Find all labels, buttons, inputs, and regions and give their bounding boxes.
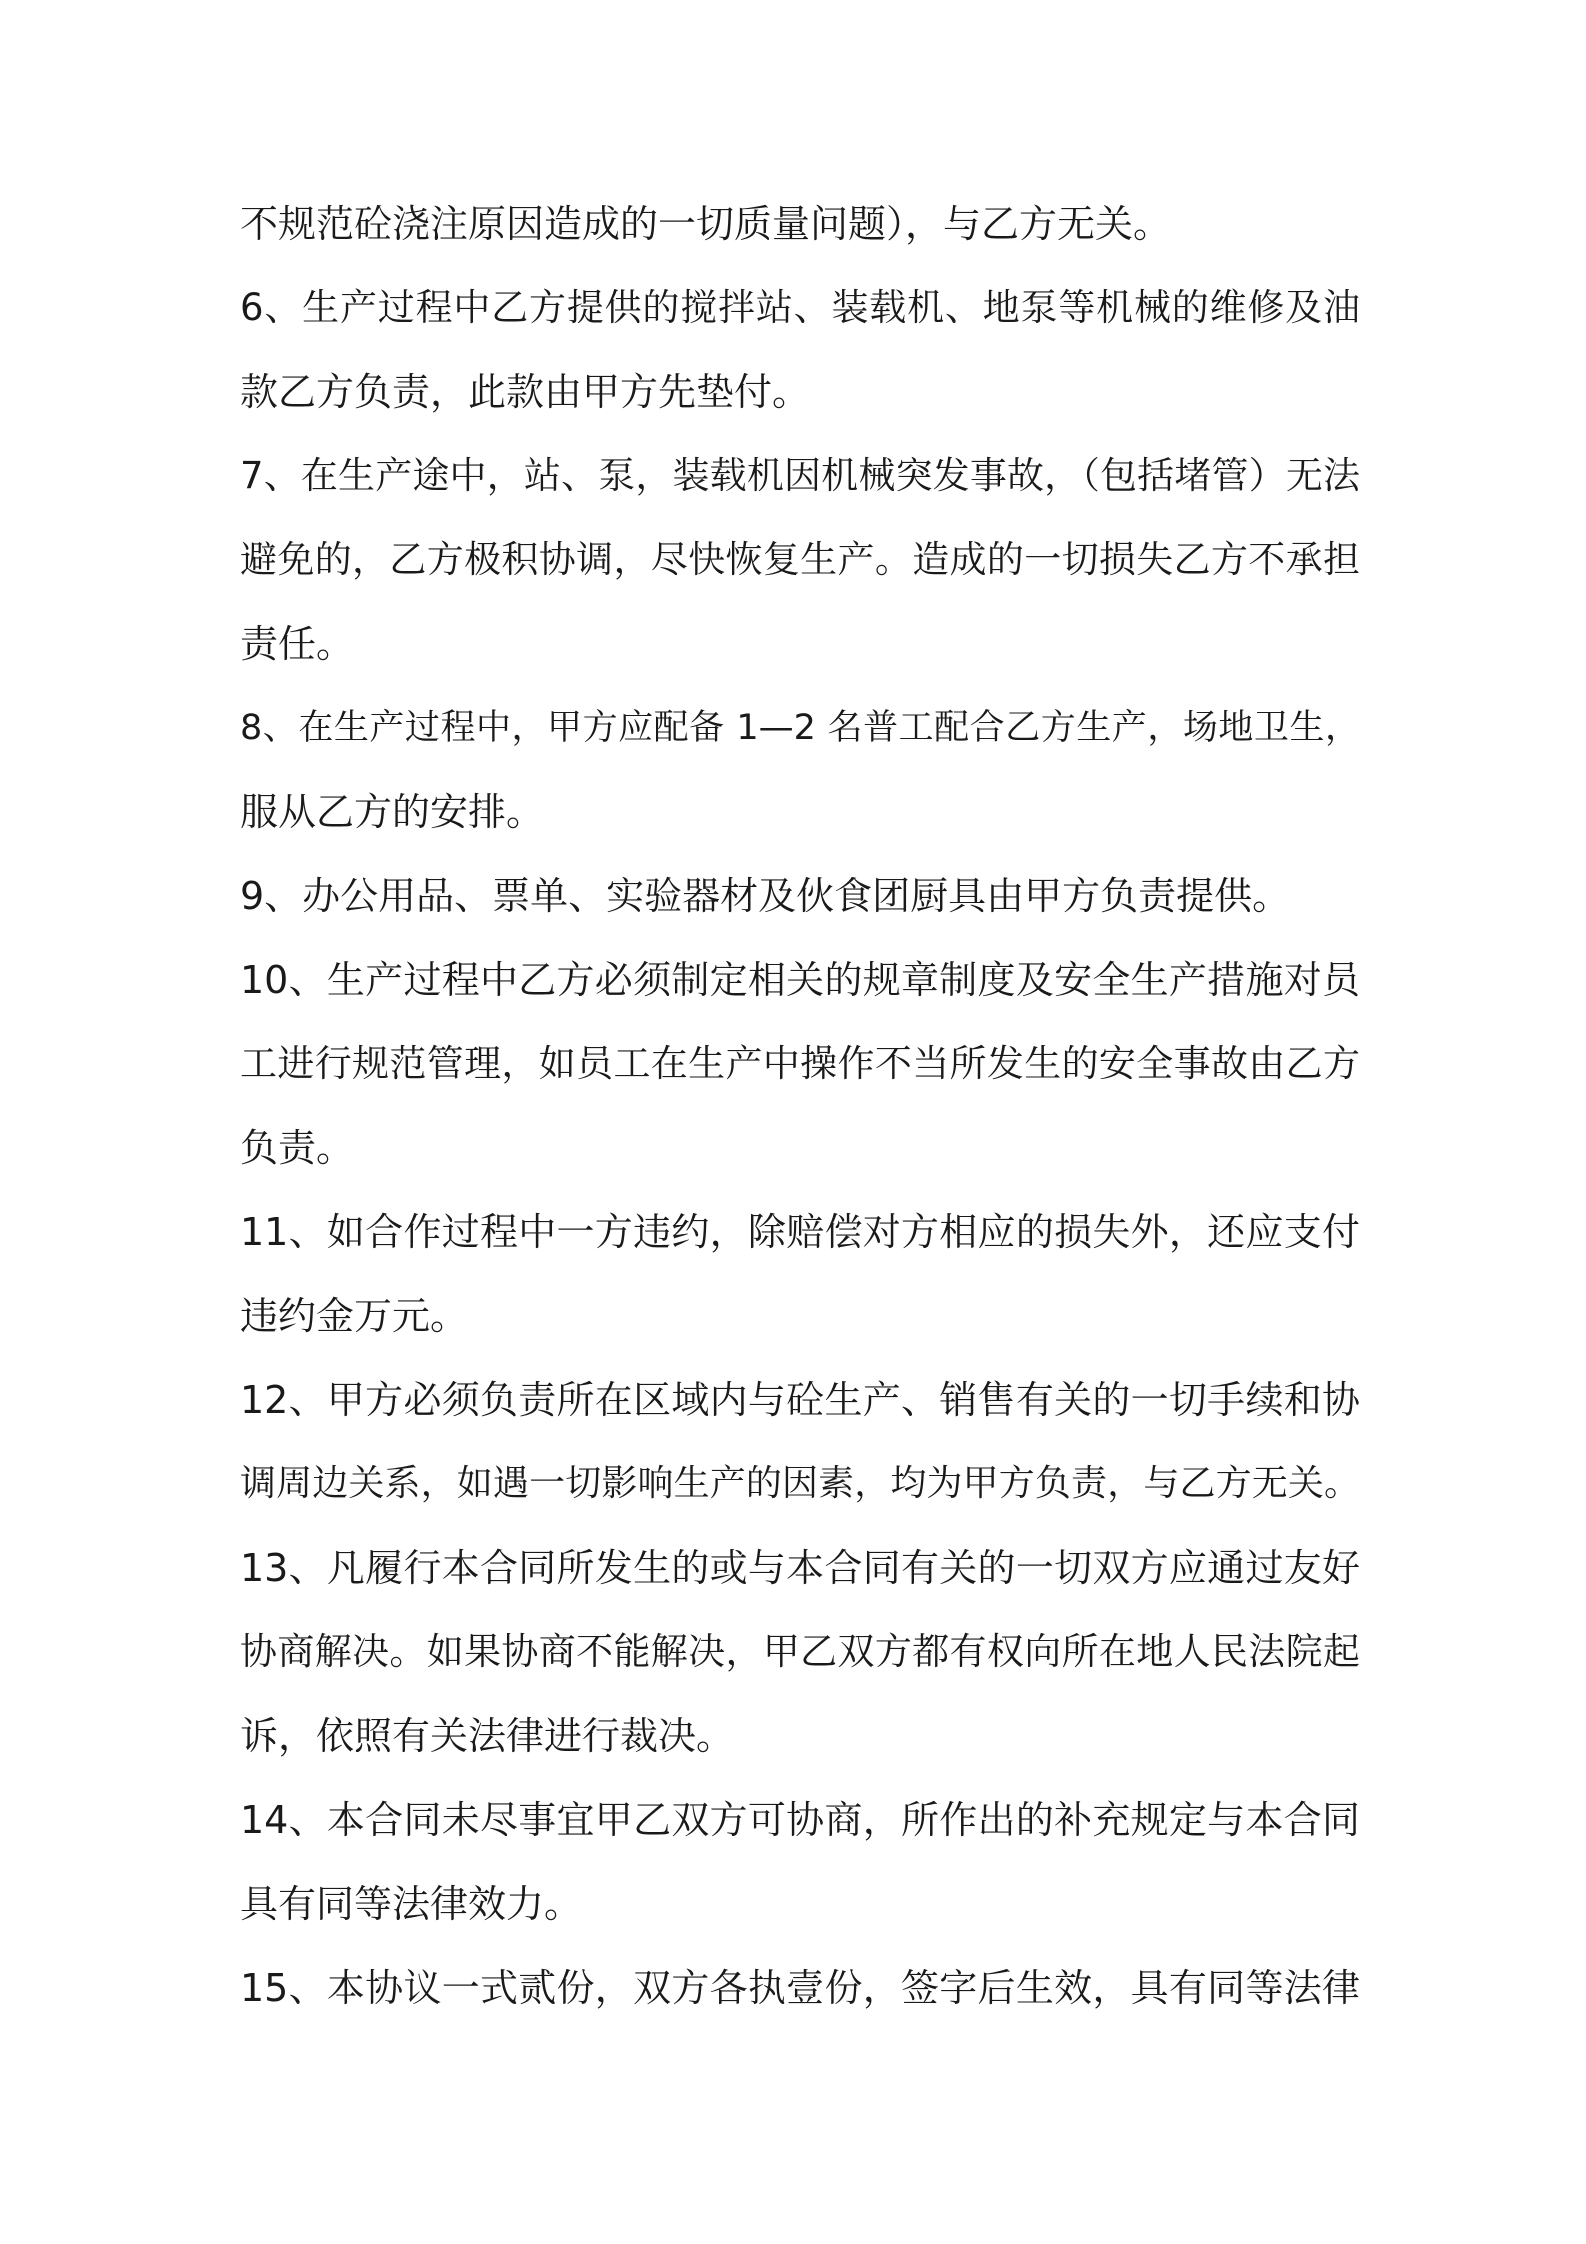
text-line: 款乙方负责，此款由甲方先垫付。: [240, 370, 811, 414]
text-line: 6、生产过程中乙方提供的搅拌站、装载机、地泵等机械的维修及油: [240, 286, 1360, 329]
text-line: 9、办公用品、票单、实验器材及伙食团厨具由甲方负责提供。: [240, 874, 1291, 918]
text-line: 12、甲方必须负责所在区域内与砼生产、销售有关的一切手续和协: [240, 1378, 1360, 1422]
text-line: 14、本合同未尽事宜甲乙双方可协商，所作出的补充规定与本合同: [240, 1798, 1360, 1842]
text-line: 责任。: [240, 622, 355, 666]
text-line: 11、如合作过程中一方违约，除赔偿对方相应的损失外，还应支付: [240, 1210, 1360, 1254]
text-line: 工进行规范管理，如员工在生产中操作不当所发生的安全事故由乙方: [240, 1042, 1360, 1085]
text-line: 违约金万元。: [240, 1294, 469, 1338]
text-line: 7、在生产途中，站、泵，装载机因机械突发事故，（包括堵管）无法: [240, 454, 1360, 497]
text-line: 不规范砼浇注原因造成的一切质量问题），与乙方无关。: [240, 202, 1172, 246]
text-line: 调周边关系，如遇一切影响生产的因素，均为甲方负责，与乙方无关。: [240, 1463, 1360, 1504]
text-line: 8、在生产过程中，甲方应配备 1—2 名普工配合乙方生产，场地卫生，: [240, 708, 1360, 748]
text-line: 15、本协议一式贰份，双方各执壹份，签字后生效，具有同等法律: [240, 1966, 1360, 2010]
text-line: 避免的，乙方极积协调，尽快恢复生产。造成的一切损失乙方不承担: [240, 538, 1360, 581]
text-line: 13、凡履行本合同所发生的或与本合同有关的一切双方应通过友好: [240, 1546, 1360, 1590]
text-line: 10、生产过程中乙方必须制定相关的规章制度及安全生产措施对员: [240, 958, 1360, 1002]
text-line: 具有同等法律效力。: [240, 1882, 583, 1926]
text-line: 负责。: [240, 1126, 355, 1170]
text-line: 服从乙方的安排。: [240, 790, 545, 834]
text-line: 诉，依照有关法律进行裁决。: [240, 1714, 735, 1758]
text-line: 协商解决。如果协商不能解决，甲乙双方都有权向所在地人民法院起: [240, 1630, 1360, 1673]
